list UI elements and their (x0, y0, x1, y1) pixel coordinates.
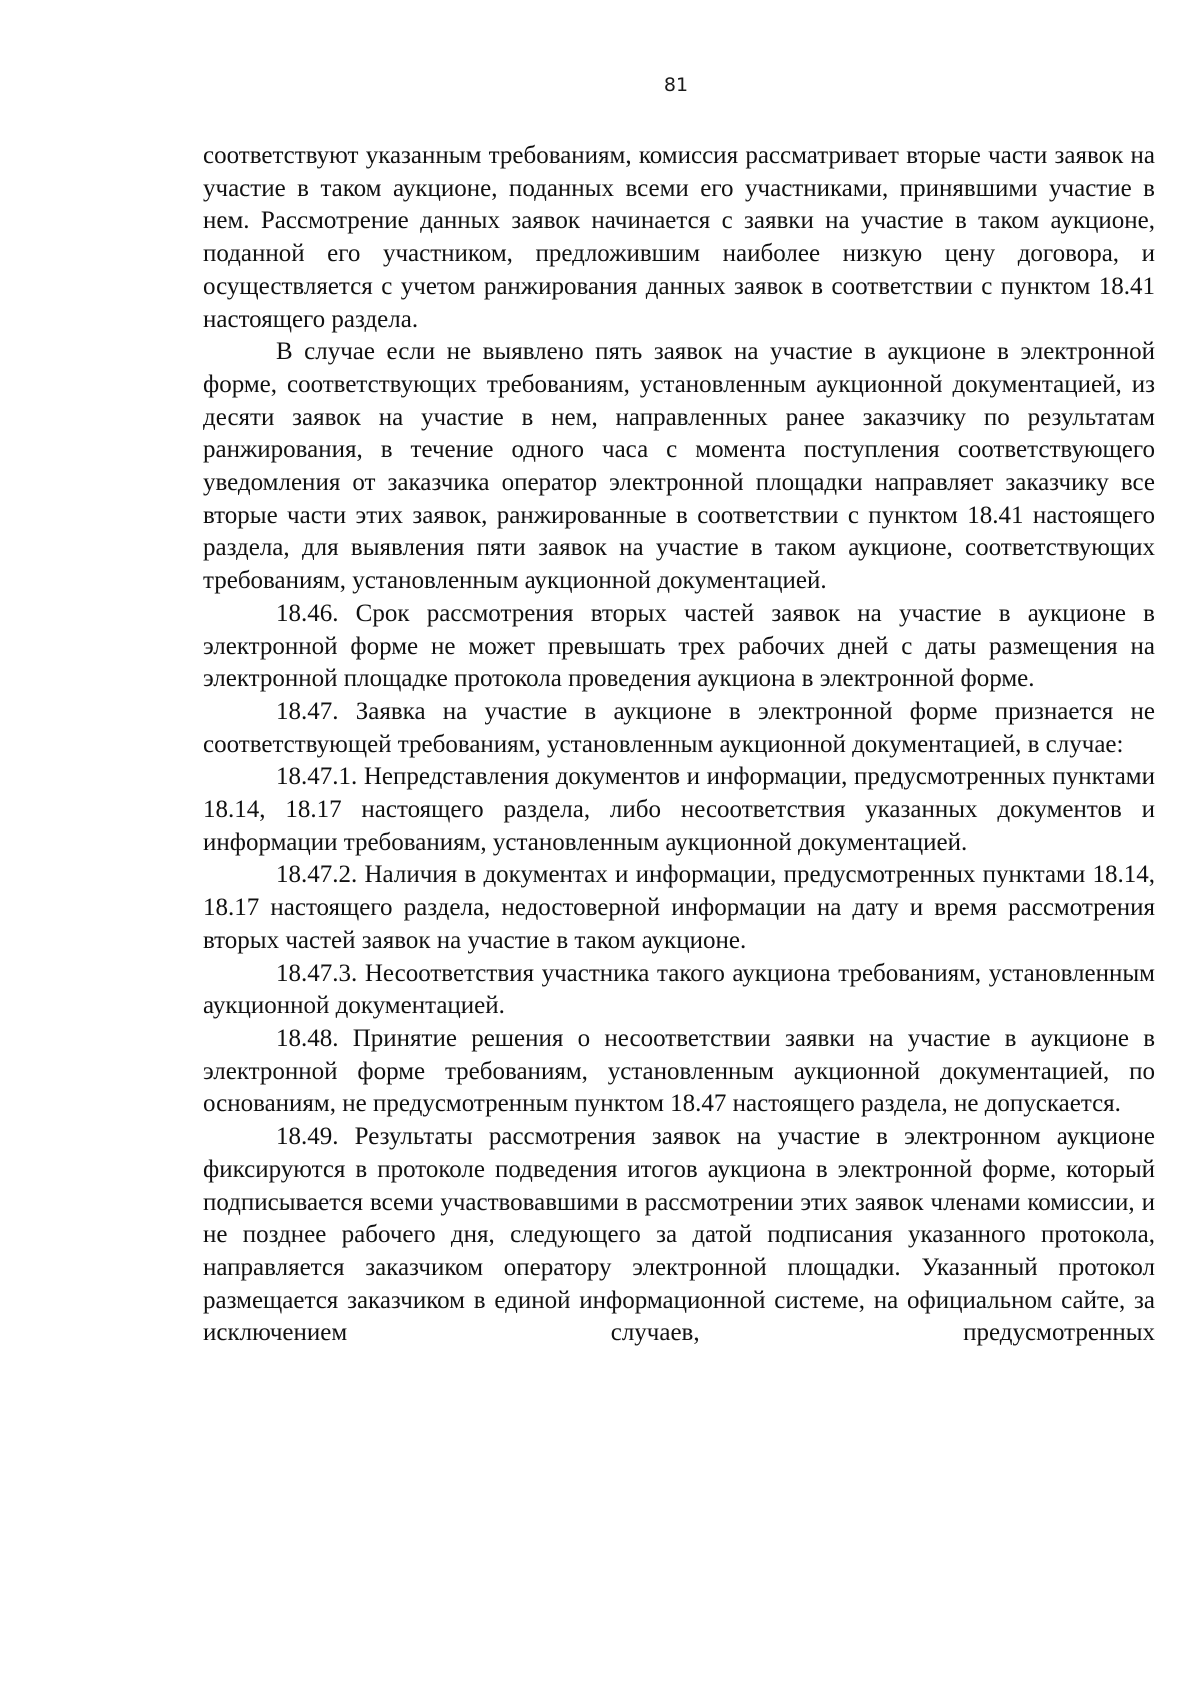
paragraph-18-47: 18.47. Заявка на участие в аукционе в электронной форме признается не соответствующей требованиям, установленным аукционной документацией, в случае: (203, 697, 1155, 758)
paragraph-18-46: 18.46. Срок рассмотрения вторых частей заявок на участие в аукционе в электронной форме не может превышать трех рабочих дней с даты размещения на электронной площадке протокола проведения аукциона в электронной форме. (203, 599, 1155, 693)
page-number: 81 (663, 74, 689, 96)
paragraph-continuation: соответствуют указанным требованиям, комиссия рассматривает вторые части заявок на участие в таком аукционе, поданных всеми его участниками, принявшими участие в нем. Рассмотрение данных заявок начинается с заявки на участие в таком аукционе, поданной его участником, предложившим наиболее низкую цену договора, и осуществляется с учетом ранжирования данных заявок в соответствии с пунктом 18.41 настоящего раздела. (203, 142, 1155, 333)
paragraph-18-49: 18.49. Результаты рассмотрения заявок на участие в электронном аукционе фиксируются в протоколе подведения итогов аукциона в электронной форме, который подписывается всеми участвовавшими в рассмотрении этих заявок членами комиссии, и не позднее рабочего дня, следующего за датой подписания указанного протокола, направляется заказчиком оператору электронной площадки. Указанный протокол размещается заказчиком в единой информационной системе, на официальном сайте, за исключением случаев, предусмотренных (203, 1123, 1155, 1347)
paragraph-18-48: 18.48. Принятие решения о несоответствии заявки на участие в аукционе в электронной форме требованиям, установленным аукционной документацией, по основаниям, не предусмотренным пунктом 18.47 настоящего раздела, не допускается. (203, 1024, 1155, 1118)
paragraph-18-47-2: 18.47.2. Наличия в документах и информации, предусмотренных пунктами 18.14, 18.17 настоящего раздела, недостоверной информации на дату и время рассмотрения вторых частей заявок на участие в таком аукционе. (203, 861, 1155, 954)
paragraph-18-47-1: 18.47.1. Непредставления документов и информации, предусмотренных пунктами 18.14, 18.17 настоящего раздела, либо несоответствия указанных документов и информации требованиям, установленным аукционной документацией. (203, 763, 1155, 856)
paragraph-five-bids: В случае если не выявлено пять заявок на участие в аукционе в электронной форме, соответствующих требованиям, установленным аукционной документацией, из десяти заявок на участие в нем, направленных ранее заказчику по результатам ранжирования, в течение одного часа с момента поступления соответствующего уведомления от заказчика оператор электронной площадки направляет заказчику все вторые части этих заявок, ранжированные в соответствии с пунктом 18.41 настоящего раздела, для выявления пяти заявок на участие в таком аукционе, соответствующих требованиям, установленным аукционной документацией. (203, 338, 1155, 595)
paragraph-18-47-3: 18.47.3. Несоответствия участника такого аукциона требованиям, установленным аукционной документацией. (203, 959, 1155, 1020)
document-body (203, 140, 1155, 1350)
